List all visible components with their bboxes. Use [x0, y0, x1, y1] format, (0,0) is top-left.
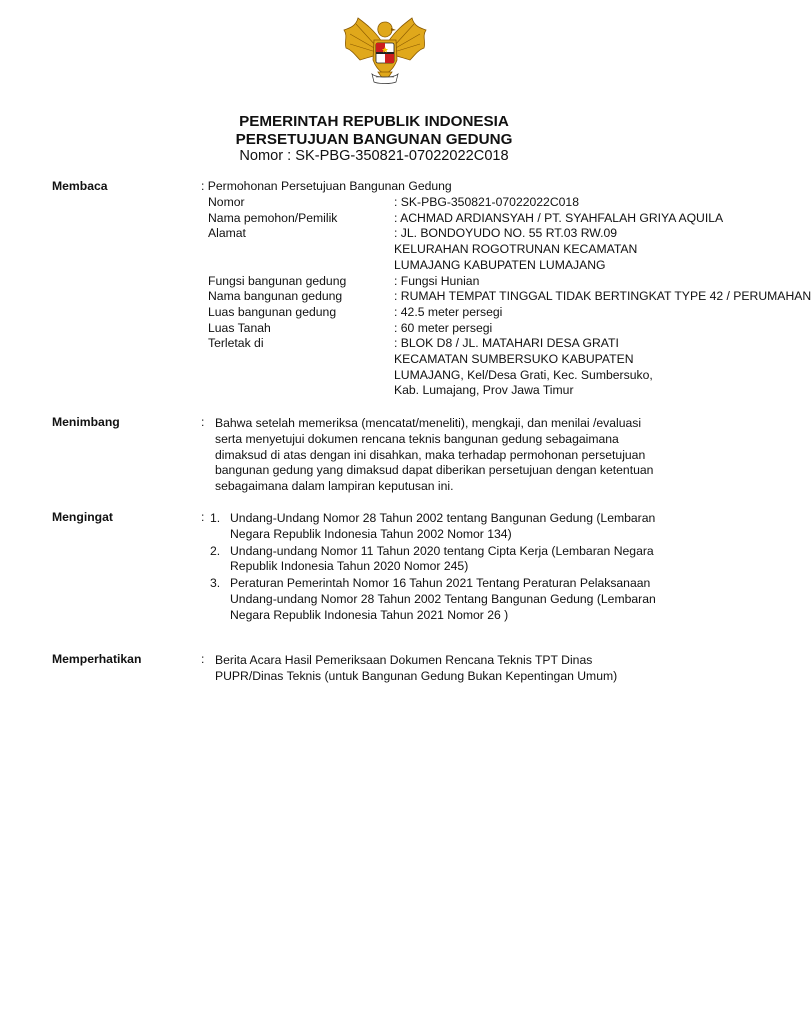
- membaca-field-key: Terletak di: [208, 336, 264, 351]
- membaca-field-key: Nomor: [208, 195, 245, 209]
- membaca-field-value: : 60 meter persegi: [394, 320, 493, 335]
- garuda-emblem-icon: [336, 16, 434, 88]
- menimbang-line: sebagaimana dalam lampiran keputusan ini.: [215, 479, 454, 494]
- menimbang-line: Bahwa setelah memeriksa (mencatat/meneliti), mengkaji, dan menilai /evaluasi: [215, 416, 642, 430]
- memperhatikan-colon: :: [201, 652, 205, 666]
- membaca-field-key: Fungsi bangunan gedung: [208, 273, 347, 288]
- menimbang-line: serta menyetujui dokumen rencana teknis bangunan gedung sebagaimana: [215, 431, 619, 446]
- menimbang-line: dimaksud di atas dengan ini disahkan, maka terhadap permohonan persetujuan: [215, 447, 646, 462]
- membaca-field-key: Alamat: [208, 226, 246, 241]
- mengingat-item-number: 2.: [210, 543, 221, 558]
- membaca-field-value: : 42.5 meter persegi: [394, 304, 503, 319]
- mengingat-item-line: Undang-undang Nomor 28 Tahun 2002 Tentang Bangunan Gedung (Lembaran: [230, 592, 656, 606]
- document-number: Nomor : SK-PBG-350821-07022022C018: [239, 148, 509, 164]
- membaca-field-key: Luas bangunan gedung: [208, 304, 337, 319]
- membaca-field-value: : SK-PBG-350821-07022022C018: [394, 195, 579, 209]
- membaca-field-key: Nama pemohon/Pemilik: [208, 210, 338, 225]
- mengingat-item-line: Undang-undang Nomor 11 Tahun 2020 tentang Cipta Kerja (Lembaran Negara: [230, 543, 654, 558]
- membaca-field-value: Kab. Lumajang, Prov Jawa Timur: [394, 383, 574, 398]
- membaca-intro: : Permohonan Persetujuan Bangunan Gedung: [201, 179, 452, 193]
- mengingat-colon: :: [201, 510, 205, 524]
- membaca-field-value: : Fungsi Hunian: [394, 273, 480, 288]
- membaca-field-value: : RUMAH TEMPAT TINGGAL TIDAK BERTINGKAT TYPE 42 / PERUMAHAN: [394, 289, 811, 304]
- membaca-field-value: LUMAJANG, Kel/Desa Grati, Kec. Sumbersuko,: [394, 367, 653, 382]
- membaca-field-value: KELURAHAN ROGOTRUNAN KECAMATAN: [394, 242, 638, 257]
- mengingat-item-line: Negara Republik Indonesia Tahun 2002 Nomor 134): [230, 526, 512, 541]
- membaca-field-value: : BLOK D8 / JL. MATAHARI DESA GRATI: [394, 336, 619, 351]
- membaca-field-key: Luas Tanah: [208, 320, 271, 335]
- mengingat-item-number: 1.: [210, 511, 221, 525]
- membaca-field-value: : ACHMAD ARDIANSYAH / PT. SYAHFALAH GRIYA AQUILA: [394, 210, 724, 225]
- section-label-menimbang: Menimbang: [52, 415, 120, 429]
- mengingat-item-line: Republik Indonesia Tahun 2020 Nomor 245): [230, 559, 469, 574]
- membaca-field-value: : JL. BONDOYUDO NO. 55 RT.03 RW.09: [394, 226, 618, 241]
- section-label-membaca: Membaca: [52, 179, 108, 193]
- menimbang-line: bangunan gedung yang dimaksud dapat diberikan persetujuan dengan ketentuan: [215, 463, 654, 478]
- memperhatikan-line: Berita Acara Hasil Pemeriksaan Dokumen Rencana Teknis TPT Dinas: [215, 653, 593, 667]
- menimbang-colon: :: [201, 415, 205, 429]
- membaca-field-value: KECAMATAN SUMBERSUKO KABUPATEN: [394, 352, 634, 366]
- membaca-field-value: LUMAJANG KABUPATEN LUMAJANG: [394, 257, 606, 272]
- mengingat-item-line: Peraturan Pemerintah Nomor 16 Tahun 2021 Tentang Peraturan Pelaksanaan: [230, 576, 651, 591]
- government-title: PEMERINTAH REPUBLIK INDONESIA: [239, 113, 509, 130]
- section-label-memperhatikan: Memperhatikan: [52, 652, 142, 666]
- mengingat-item-line: Negara Republik Indonesia Tahun 2021 Nomor 26 ): [230, 607, 509, 622]
- membaca-field-key: Nama bangunan gedung: [208, 289, 343, 304]
- mengingat-item-number: 3.: [210, 576, 221, 591]
- mengingat-item-line: Undang-Undang Nomor 28 Tahun 2002 tentang Bangunan Gedung (Lembaran: [230, 511, 656, 525]
- section-label-mengingat: Mengingat: [52, 510, 113, 524]
- memperhatikan-line: PUPR/Dinas Teknis (untuk Bangunan Gedung Bukan Kepentingan Umum): [215, 668, 618, 683]
- document-title: PERSETUJUAN BANGUNAN GEDUNG: [235, 131, 513, 148]
